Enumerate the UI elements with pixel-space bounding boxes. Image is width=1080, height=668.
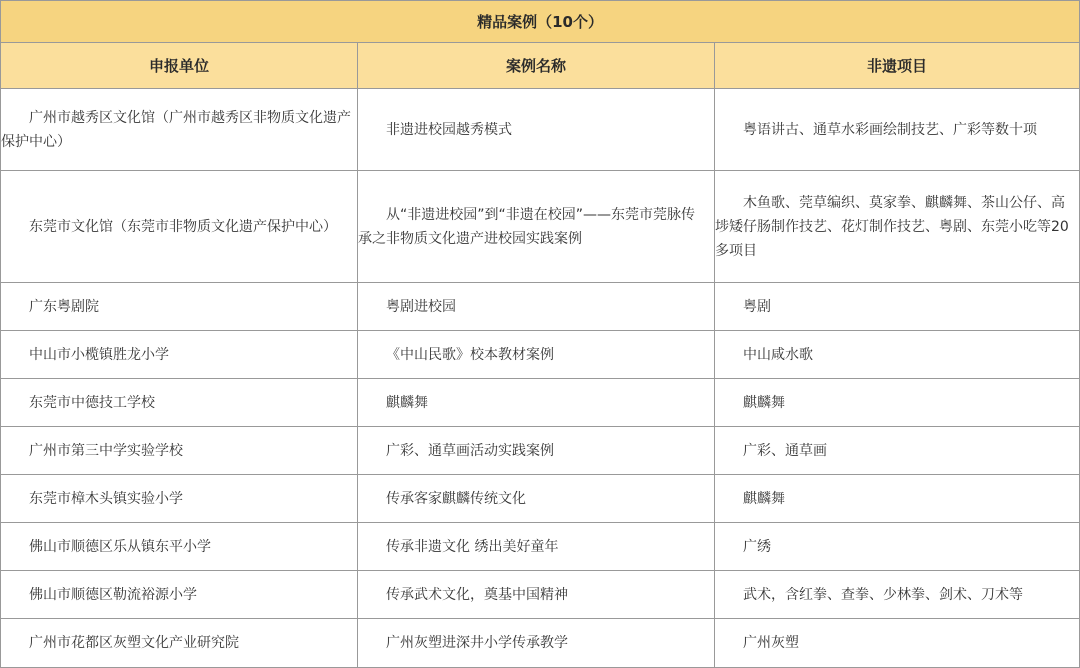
table-row	[1, 331, 1080, 379]
cell-item: 麒麟舞	[715, 475, 1080, 523]
cell-case: 传承武术文化，奠基中国精神	[358, 571, 715, 619]
column-header-case: 案例名称	[358, 43, 715, 89]
column-header-unit: 申报单位	[1, 43, 358, 89]
cell-case: 从“非遗进校园”到“非遗在校园”——东莞市莞脉传承之非物质文化遗产进校园实践案例	[358, 171, 715, 283]
cell-unit: 广州市第三中学实验学校	[1, 427, 358, 475]
cell-item: 木鱼歌、莞草编织、莫家拳、麒麟舞、茶山公仔、高埗矮仔肠制作技艺、花灯制作技艺、粤剧、东莞小吃等20多项目	[715, 171, 1080, 283]
cell-case: 广州灰塑进深井小学传承教学	[358, 619, 715, 668]
table-row	[1, 427, 1080, 475]
table-row	[1, 283, 1080, 331]
cell-case: 粤剧进校园	[358, 283, 715, 331]
cell-item: 广彩、通草画	[715, 427, 1080, 475]
cell-case: 麒麟舞	[358, 379, 715, 427]
cell-unit: 佛山市顺德区乐从镇东平小学	[1, 523, 358, 571]
table-row	[1, 171, 1080, 283]
table-row	[1, 523, 1080, 571]
cell-case: 传承客家麒麟传统文化	[358, 475, 715, 523]
cell-case: 《中山民歌》校本教材案例	[358, 331, 715, 379]
cell-case: 非遗进校园越秀模式	[358, 89, 715, 171]
cell-unit: 广东粤剧院	[1, 283, 358, 331]
cell-item: 麒麟舞	[715, 379, 1080, 427]
cell-item: 中山咸水歌	[715, 331, 1080, 379]
cell-unit: 广州市花都区灰塑文化产业研究院	[1, 619, 358, 668]
cell-unit: 东莞市樟木头镇实验小学	[1, 475, 358, 523]
table-row	[1, 475, 1080, 523]
table-title: 精品案例（10个）	[1, 1, 1080, 43]
cell-case: 广彩、通草画活动实践案例	[358, 427, 715, 475]
cell-case: 传承非遗文化 绣出美好童年	[358, 523, 715, 571]
cell-item: 粤剧	[715, 283, 1080, 331]
cell-unit: 佛山市顺德区勒流裕源小学	[1, 571, 358, 619]
cell-item: 广绣	[715, 523, 1080, 571]
cell-unit: 广州市越秀区文化馆（广州市越秀区非物质文化遗产保护中心）	[1, 89, 358, 171]
table-title-row	[1, 1, 1080, 43]
cell-item: 广州灰塑	[715, 619, 1080, 668]
cell-unit: 中山市小榄镇胜龙小学	[1, 331, 358, 379]
cell-unit: 东莞市文化馆（东莞市非物质文化遗产保护中心）	[1, 171, 358, 283]
table-row	[1, 619, 1080, 668]
cell-unit: 东莞市中德技工学校	[1, 379, 358, 427]
table-row	[1, 379, 1080, 427]
cell-item: 粤语讲古、通草水彩画绘制技艺、广彩等数十项	[715, 89, 1080, 171]
cell-item: 武术，含红拳、查拳、少林拳、剑术、刀术等	[715, 571, 1080, 619]
column-header-item: 非遗项目	[715, 43, 1080, 89]
table-row	[1, 89, 1080, 171]
table-row	[1, 571, 1080, 619]
table-header-row	[1, 43, 1080, 89]
